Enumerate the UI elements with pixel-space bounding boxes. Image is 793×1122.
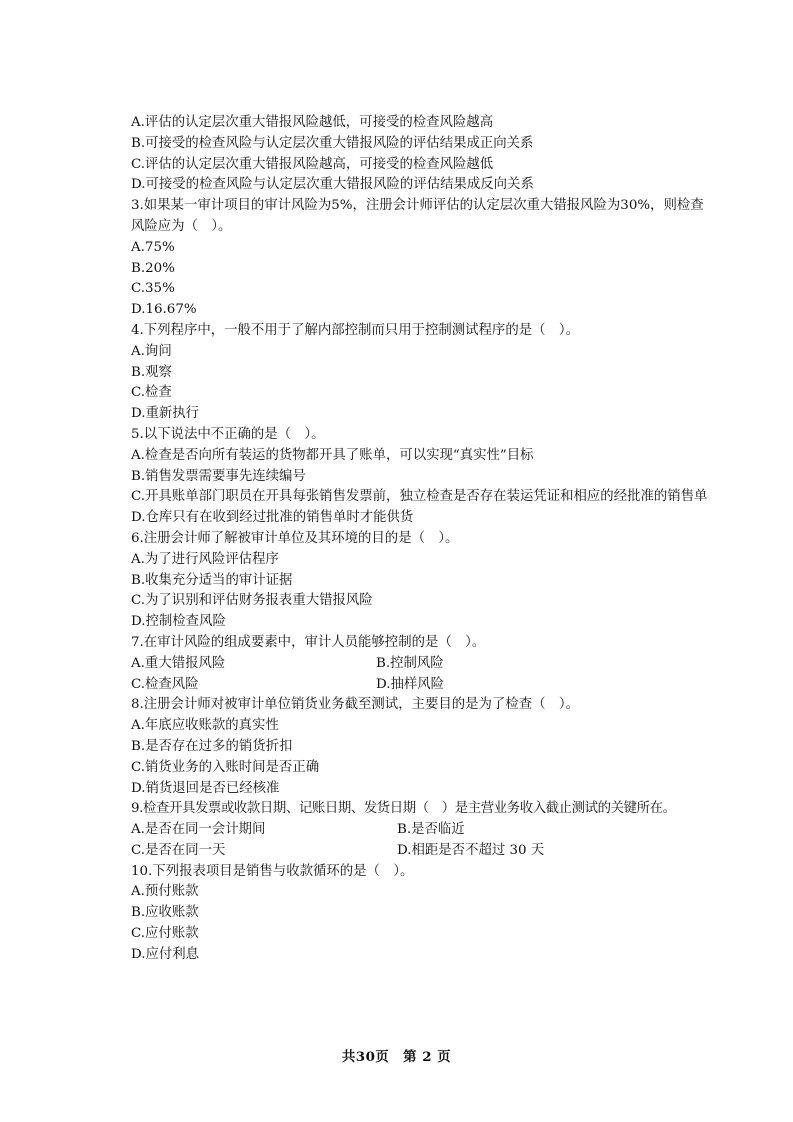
q2-option-b: B.可接受的检查风险与认定层次重大错报风险的评估结果成正向关系 [131,135,534,151]
q9-option-b: B.是否临近 [397,822,465,838]
q10-option-a: A.预付账款 [131,884,199,900]
q9-option-d: D.相距是否不超过 30 天 [397,842,545,858]
q3-option-d: D.16.67% [131,302,197,318]
q7-option-d: D.抽样风险 [376,676,445,692]
q2-option-a: A.评估的认定层次重大错报风险越低，可接受的检查风险越高 [131,115,494,130]
q2-option-d: D.可接受的检查风险与认定层次重大错报风险的评估结果成反向关系 [131,177,534,193]
q6-option-d: D.控制检查风险 [131,614,226,630]
q6-option-b: B.收集充分适当的审计证据 [131,572,293,588]
q8-option-c: C.销货业务的入账时间是否正确 [131,759,320,775]
q7-option-c: C.检查风险 [131,676,199,692]
q8-option-d: D.销货退回是否已经核准 [131,780,280,796]
q9-option-c: C.是否在同一天 [131,842,226,858]
q3-option-b: B.20% [131,260,175,276]
q4-option-a: A.询问 [131,343,172,359]
q7-options-row-2 [131,675,711,696]
q7-option-a: A.重大错报风险 [131,655,226,671]
q3-option-c: C.35% [131,281,175,297]
q4-text: 4.下列程序中，一般不用于了解内部控制而只用于控制测试程序的是（ ）。 [131,322,579,338]
q3-option-a: A.75% [131,239,175,255]
q9-options-row-1 [131,820,711,841]
q4-option-b: B.观察 [131,364,172,380]
q5-text: 5.以下说法中不正确的是（ ）。 [131,426,325,442]
page-footer: 共30页 第 2 页 [341,1049,452,1065]
q10-option-d: D.应付利息 [131,946,200,962]
question-list [131,113,711,966]
q7-text: 7.在审计风险的组成要素中，审计人员能够控制的是（ ）。 [131,634,486,650]
q9-text: 9.检查开具发票或收款日期、记账日期、发货日期（ ）是主营业务收入截止测试的关键所在。 [131,801,676,817]
q10-option-c: C.应付账款 [131,926,199,942]
q8-option-b: B.是否存在过多的销货折扣 [131,738,293,754]
q6-option-c: C.为了识别和评估财务报表重大错报风险 [131,593,373,609]
q4-option-c: C.检查 [131,385,172,401]
q4-option-d: D.重新执行 [131,406,200,422]
q7-options-row-1 [131,654,711,675]
q5-option-d: D.仓库只有在收到经过批准的销售单时才能供货 [131,510,414,526]
q8-text: 8.注册会计师对被审计单位销货业务截至测试，主要目的是为了检查（ ）。 [131,697,579,713]
q9-options-row-2 [131,841,711,862]
q2-option-c: C.评估的认定层次重大错报风险越高，可接受的检查风险越低 [131,156,494,172]
q10-text: 10.下列报表项目是销售与收款循环的是（ ）。 [131,863,414,879]
q3-text: 3.如果某一审计项目的审计风险为5%，注册会计师评估的认定层次重大错报风险为30%，则检查风险应为（ ）。 [131,198,704,234]
q8-option-a: A.年底应收账款的真实性 [131,718,279,734]
q10-option-b: B.应收账款 [131,905,199,921]
q7-option-b: B.控制风险 [376,655,444,671]
q5-option-a: A.检查是否向所有装运的货物都开具了账单，可以实现“真实性”目标 [131,447,534,463]
q6-option-a: A.为了进行风险评估程序 [131,551,279,567]
q6-text: 6.注册会计师了解被审计单位及其环境的目的是（ ）。 [131,530,459,546]
q9-option-a: A.是否在同一会计期间 [131,822,266,838]
q5-option-c: C.开具账单部门职员在开具每张销售发票前，独立检查是否存在装运凭证和相应的经批准的销售单 [131,489,708,505]
q5-option-b: B.销售发票需要事先连续编号 [131,468,306,484]
